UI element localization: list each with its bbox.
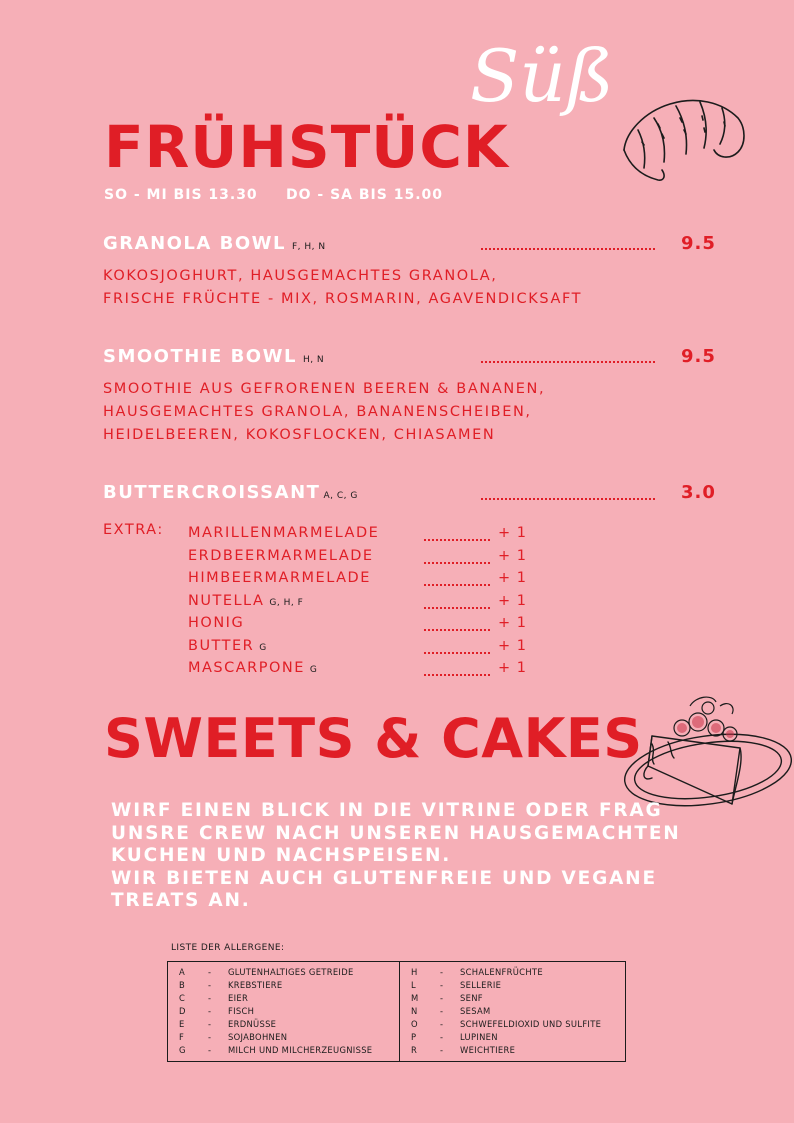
allergen-row: [179, 980, 394, 993]
description-line: HEIDELBEEREN, KOKOSFLOCKEN, CHIASAMEN: [103, 427, 496, 443]
allergen-label: SOJABOHNEN: [228, 1032, 288, 1042]
extra-item-name: [188, 570, 376, 586]
allergen-dash: -: [208, 967, 212, 977]
menu-item-title: SMOOTHIE BOWL: [103, 346, 297, 367]
allergen-dash: -: [208, 1045, 212, 1055]
allergen-row: [179, 967, 394, 980]
extra-item: [188, 570, 528, 592]
allergen-code: B: [179, 980, 186, 990]
menu-item-title: BUTTERCROISSANT: [103, 482, 321, 503]
allergen-label: MILCH UND MILCHERZEUGNISSE: [228, 1045, 373, 1055]
allergen-dash: -: [440, 980, 444, 990]
allergen-row: [179, 1006, 394, 1019]
price-leader: [424, 597, 490, 609]
menu-item-name: [103, 346, 324, 367]
allergen-label: SELLERIE: [460, 980, 502, 990]
allergen-label: WEICHTIERE: [460, 1045, 516, 1055]
allergen-code: A: [179, 967, 186, 977]
extra-item-name: [188, 660, 317, 676]
menu-item-price: 9.5: [681, 233, 716, 254]
menu-item-price: 3.0: [681, 482, 716, 503]
allergen-dash: -: [208, 1006, 212, 1016]
sweets-line: TREATS AN.: [111, 890, 251, 911]
extra-item-name: [188, 593, 303, 609]
extra-item-name: [188, 615, 249, 631]
allergen-table: [167, 961, 626, 1062]
price-leader: [424, 529, 490, 541]
extra-name-text: ERDBEERMARMELADE: [188, 548, 374, 564]
allergen-label: LUPINEN: [460, 1032, 498, 1042]
allergen-code: P: [411, 1032, 417, 1042]
extra-item-name: [188, 638, 267, 654]
hours-left: SO - MI BIS 13.30: [104, 187, 258, 203]
menu-item-description: [103, 265, 582, 311]
allergen-row: [411, 980, 621, 993]
allergen-code: G: [179, 1045, 186, 1055]
extra-item-price: + 1: [498, 548, 527, 564]
croissant-illustration: [614, 88, 754, 198]
allergen-row: [411, 1006, 621, 1019]
page-title: FRÜHSTÜCK: [104, 113, 509, 181]
extra-item-price: + 1: [498, 570, 527, 586]
allergen-row: [411, 993, 621, 1006]
extra-item: [188, 525, 528, 547]
script-word-suess: Süß: [470, 34, 614, 118]
sweets-description: [111, 800, 681, 913]
extra-item: [188, 548, 528, 570]
extra-allergens: G: [259, 643, 267, 653]
allergen-code: M: [411, 993, 419, 1003]
section-title-sweets: SWEETS & CAKES: [104, 707, 643, 770]
allergen-code: L: [411, 980, 416, 990]
allergen-code: N: [411, 1006, 418, 1016]
allergen-list-title: LISTE DER ALLERGENE:: [171, 943, 285, 953]
hours-right: DO - SA BIS 15.00: [286, 187, 443, 203]
price-leader: [481, 361, 655, 363]
description-line: FRISCHE FRÜCHTE - MIX, ROSMARIN, AGAVENDICKSAFT: [103, 291, 583, 307]
allergen-column-left: [179, 967, 394, 1058]
extra-item-name: [188, 525, 384, 541]
extra-item: [188, 660, 528, 682]
allergen-row: [411, 1032, 621, 1045]
allergen-label: FISCH: [228, 1006, 255, 1016]
allergen-code: E: [179, 1019, 185, 1029]
allergen-divider: [399, 962, 400, 1061]
description-line: HAUSGEMACHTES GRANOLA, BANANENSCHEIBEN,: [103, 404, 532, 420]
allergen-row: [411, 1045, 621, 1058]
allergen-dash: -: [208, 993, 212, 1003]
extra-item: [188, 593, 528, 615]
price-leader: [424, 642, 490, 654]
extra-allergens: G, H, F: [269, 598, 304, 608]
description-line: KOKOSJOGHURT, HAUSGEMACHTES GRANOLA,: [103, 268, 498, 284]
sweets-line: WIR BIETEN AUCH GLUTENFREIE UND VEGANE: [111, 867, 657, 889]
allergen-dash: -: [440, 1045, 444, 1055]
allergen-code: O: [411, 1019, 418, 1029]
extra-item-name: [188, 548, 379, 564]
price-leader: [481, 248, 655, 250]
description-line: SMOOTHIE AUS GEFRORENEN BEEREN & BANANEN,: [103, 381, 546, 397]
extra-name-text: HIMBEERMARMELADE: [188, 570, 371, 586]
allergen-row: [411, 967, 621, 980]
allergen-code: H: [411, 967, 418, 977]
menu-item-description: [103, 378, 545, 447]
extra-item: [188, 615, 528, 637]
allergen-label: SENF: [460, 993, 483, 1003]
allergen-row: [411, 1019, 621, 1032]
menu-item-price: 9.5: [681, 346, 716, 367]
extra-item-price: + 1: [498, 638, 527, 654]
allergen-dash: -: [208, 1019, 212, 1029]
menu-item-allergens: F, H, N: [291, 242, 326, 252]
allergen-code: D: [179, 1006, 186, 1016]
price-leader: [424, 664, 490, 676]
allergen-column-right: [411, 967, 621, 1058]
allergen-row: [179, 1019, 394, 1032]
extras-label: EXTRA:: [103, 522, 164, 538]
allergen-label: EIER: [228, 993, 249, 1003]
allergen-dash: -: [208, 1032, 212, 1042]
extra-item-price: + 1: [498, 615, 527, 631]
allergen-row: [179, 1032, 394, 1045]
extra-name-text: HONIG: [188, 615, 245, 631]
price-leader: [424, 619, 490, 631]
extra-name-text: MARILLENMARMELADE: [188, 525, 380, 541]
allergen-label: SCHWEFELDIOXID UND SULFITE: [460, 1019, 602, 1029]
extra-item-price: + 1: [498, 660, 527, 676]
extra-item-price: + 1: [498, 593, 527, 609]
price-leader: [424, 552, 490, 564]
menu-item-allergens: A, C, G: [323, 491, 358, 501]
allergen-code: C: [179, 993, 186, 1003]
allergen-label: SCHALENFRÜCHTE: [460, 967, 543, 977]
menu-item-allergens: H, N: [302, 355, 325, 365]
menu-item-name: [103, 482, 358, 503]
allergen-row: [179, 993, 394, 1006]
menu-item-name: [103, 233, 326, 254]
allergen-label: GLUTENHALTIGES GETREIDE: [228, 967, 354, 977]
allergen-code: F: [179, 1032, 185, 1042]
extra-name-text: MASCARPONE: [188, 660, 305, 676]
allergen-row: [179, 1045, 394, 1058]
price-leader: [481, 498, 655, 500]
allergen-code: R: [411, 1045, 418, 1055]
allergen-dash: -: [440, 1032, 444, 1042]
sweets-line: UNSRE CREW NACH UNSEREN HAUSGEMACHTEN: [111, 822, 681, 844]
price-leader: [424, 574, 490, 586]
extra-allergens: G: [309, 665, 318, 675]
extra-name-text: NUTELLA: [188, 593, 265, 609]
allergen-label: ERDNÜSSE: [228, 1019, 277, 1029]
allergen-label: SESAM: [460, 1006, 491, 1016]
allergen-dash: -: [440, 1019, 444, 1029]
menu-item-title: GRANOLA BOWL: [103, 233, 286, 254]
allergen-dash: -: [440, 993, 444, 1003]
allergen-dash: -: [440, 967, 444, 977]
extra-item: [188, 638, 528, 660]
sweets-line: WIRF EINEN BLICK IN DIE VITRINE ODER FRAG: [111, 800, 663, 821]
allergen-dash: -: [208, 980, 212, 990]
extra-name-text: BUTTER: [188, 638, 255, 654]
sweets-line: KUCHEN UND NACHSPEISEN.: [111, 845, 452, 866]
allergen-dash: -: [440, 1006, 444, 1016]
allergen-label: KREBSTIERE: [228, 980, 283, 990]
extra-item-price: + 1: [498, 525, 527, 541]
